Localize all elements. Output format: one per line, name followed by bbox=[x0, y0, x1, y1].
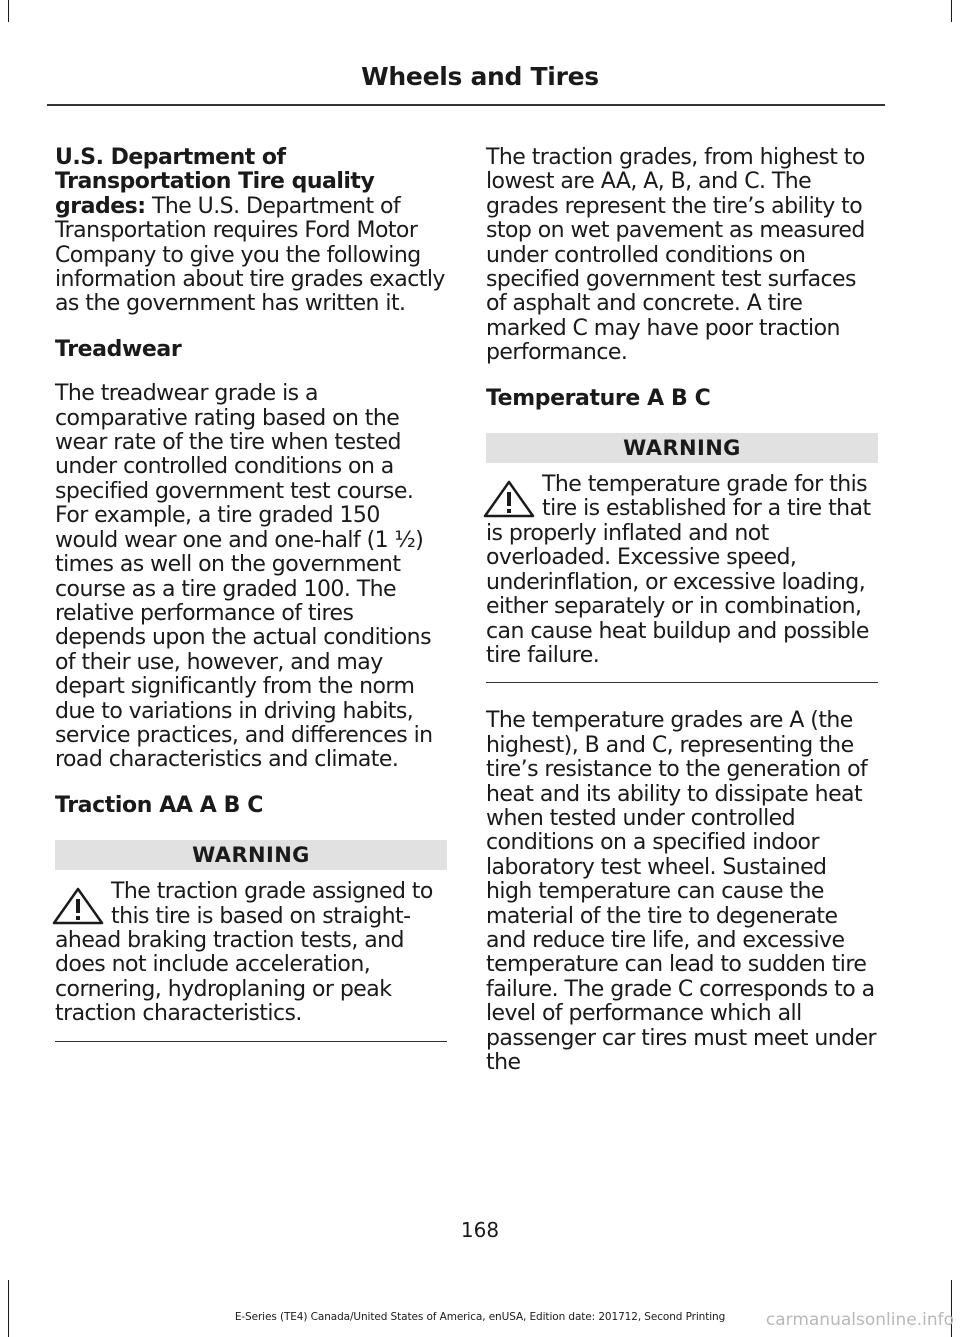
warning-divider bbox=[486, 682, 878, 683]
right-column bbox=[486, 146, 878, 1096]
crop-mark bbox=[951, 0, 952, 22]
warning-banner: WARNING bbox=[55, 840, 447, 870]
page-title: Wheels and Tires bbox=[361, 62, 599, 91]
warning-box bbox=[55, 880, 447, 1026]
crop-mark bbox=[8, 0, 9, 22]
edition-line: E-Series (TE4) Canada/United States of America, enUSA, Edition date: 201712, Second Printing bbox=[234, 1311, 726, 1323]
warning-text: The traction grade assigned to this tire is based on straight-ahead braking traction tests, and does not include acceleration, cornering, hydroplaning or peak traction characteristics. bbox=[55, 879, 433, 1027]
intro-text: The U.S. Department of Transportation requires Ford Motor Company to give you the following information about tire grades exactly as the government has written it. bbox=[55, 193, 445, 317]
traction-paragraph: The traction grades, from highest to lowest are AA, A, B, and C. The grades represent the tire’s ability to stop on wet pavement as measured under controlled conditions on specified government test surfaces of asphalt and concrete. A tire marked C may have poor traction performance. bbox=[486, 145, 865, 366]
warning-text: The temperature grade for this tire is established for a tire that is properly inflated and not overloaded. Excessive speed, underinflation, or excessive loading, either separately or in combination, can cause heat buildup and possible tire failure. bbox=[486, 472, 871, 668]
temperature-paragraph: The temperature grades are A (the highest), B and C, representing the tire’s resistance to the generation of heat and its ability to dissipate heat when tested under controlled conditions on a specified indoor laboratory test wheel. Sustained high temperature can cause the material of the tire to degenerate and reduce tire life, and excessive temperature can lead to sudden tire failure. The grade C corresponds to a level of performance which all passenger car tires must meet under the bbox=[486, 708, 877, 1075]
warning-box bbox=[486, 473, 878, 668]
left-column bbox=[55, 146, 447, 1068]
header-divider bbox=[47, 104, 885, 106]
intro-bold-label: U.S. Department of Transportation Tire quality grades: bbox=[55, 145, 375, 219]
intro-paragraph bbox=[55, 146, 447, 317]
temperature-heading: Temperature A B C bbox=[486, 385, 711, 411]
warning-triangle-icon bbox=[51, 886, 105, 926]
warning-banner: WARNING bbox=[486, 433, 878, 463]
warning-divider bbox=[55, 1041, 447, 1042]
treadwear-heading: Treadwear bbox=[55, 336, 182, 362]
warning-triangle-icon bbox=[482, 479, 536, 519]
treadwear-paragraph: The treadwear grade is a comparative rating based on the wear rate of the tire when tested under controlled conditions on a specified government test course. For example, a tire graded 150 would wear one and one-half (1 ½) times as well on the government course as a tire graded 100. The relative performance of tires depends upon the actual conditions of their use, however, and may depart significantly from the norm due to variations in driving habits, service practices, and differences in road characteristics and climate. bbox=[55, 381, 433, 773]
crop-mark bbox=[8, 1280, 9, 1337]
traction-heading: Traction AA A B C bbox=[55, 792, 263, 818]
page-number: 168 bbox=[460, 1218, 500, 1242]
watermark: carmanualsonline.info bbox=[765, 1310, 954, 1330]
